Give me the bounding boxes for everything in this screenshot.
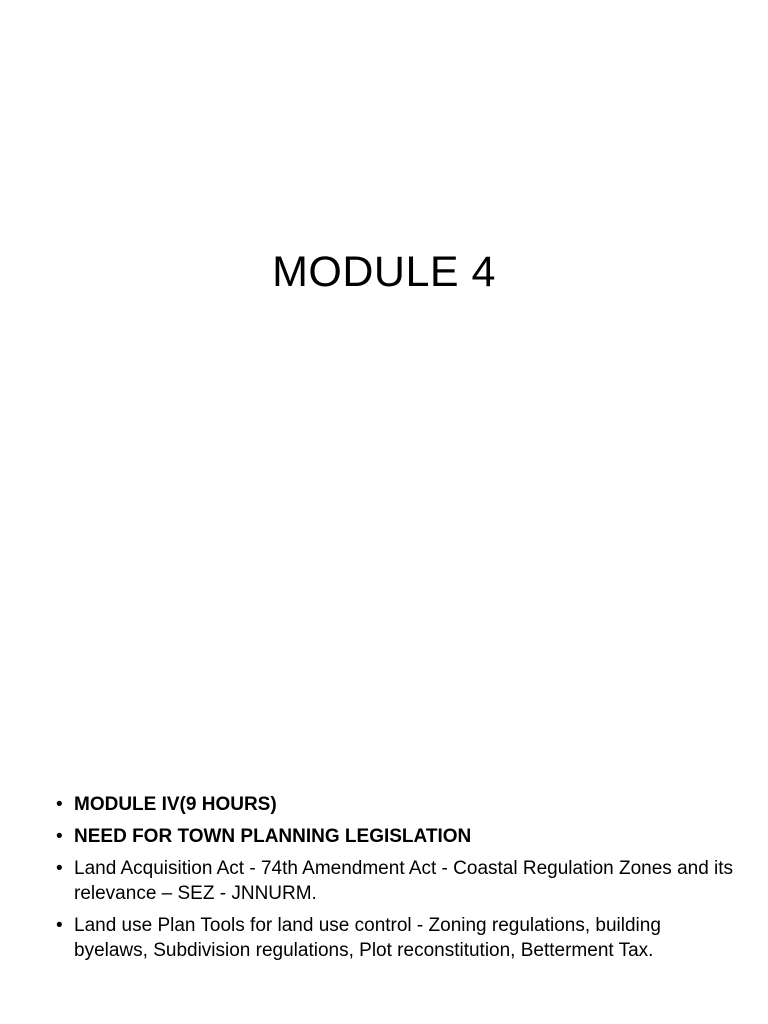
bullet-dot-icon: • (56, 794, 63, 815)
bullet-item (56, 856, 736, 906)
bullet-text: MODULE IV(9 HOURS) (74, 794, 277, 815)
bullet-item (56, 913, 736, 963)
bullet-item (56, 792, 736, 817)
bullet-text: NEED FOR TOWN PLANNING LEGISLATION (74, 826, 472, 847)
slide-title: MODULE 4 (272, 248, 496, 296)
bullet-dot-icon: • (56, 915, 63, 936)
bullet-item (56, 824, 736, 849)
bullet-list (56, 792, 736, 970)
bullet-dot-icon: • (56, 858, 63, 879)
bullet-text: Land use Plan Tools for land use control - Zoning regulations, building byelaws, Subdivision regulations, Plot reconstitution, Betterment Tax. (74, 915, 661, 961)
bullet-text: Land Acquisition Act - 74th Amendment Act - Coastal Regulation Zones and its relevance – SEZ - JNNURM. (74, 858, 734, 904)
bullet-dot-icon: • (56, 826, 63, 847)
